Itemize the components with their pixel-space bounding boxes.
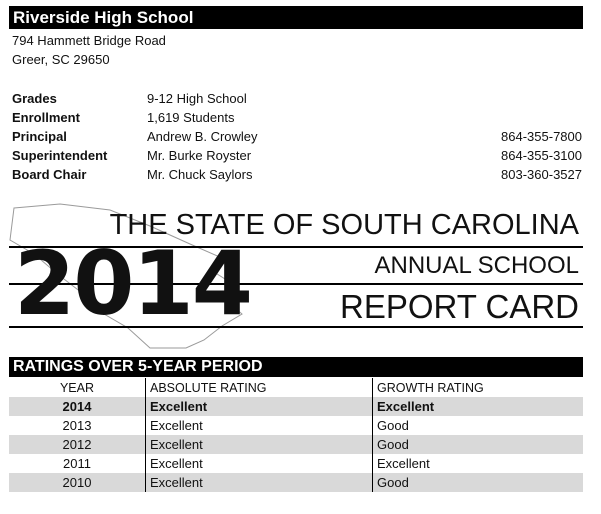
info-value: Mr. Chuck Saylors bbox=[147, 167, 253, 182]
absolute-cell: Excellent bbox=[146, 397, 373, 416]
table-row bbox=[9, 397, 583, 416]
info-label: Board Chair bbox=[12, 167, 87, 182]
annual-school-title: ANNUAL SCHOOL bbox=[374, 252, 579, 279]
absolute-cell: Excellent bbox=[146, 473, 373, 492]
info-row-enrollment bbox=[12, 108, 582, 127]
info-label: Enrollment bbox=[12, 110, 80, 125]
info-phone: 864-355-3100 bbox=[501, 148, 582, 163]
growth-cell: Good bbox=[373, 435, 584, 454]
info-value: Andrew B. Crowley bbox=[147, 129, 258, 144]
info-label: Principal bbox=[12, 129, 67, 144]
table-row bbox=[9, 435, 583, 454]
absolute-cell: Excellent bbox=[146, 435, 373, 454]
table-row bbox=[9, 454, 583, 473]
school-name: Riverside High School bbox=[9, 6, 583, 29]
year-cell: 2012 bbox=[9, 435, 146, 454]
table-row bbox=[9, 416, 583, 435]
address-line-1: 794 Hammett Bridge Road bbox=[12, 33, 166, 48]
absolute-cell: Excellent bbox=[146, 416, 373, 435]
absolute-cell: Excellent bbox=[146, 454, 373, 473]
year-cell: 2010 bbox=[9, 473, 146, 492]
col-year-header: YEAR bbox=[59, 380, 95, 395]
info-row-grades bbox=[12, 89, 582, 108]
info-value: 9-12 High School bbox=[147, 91, 247, 106]
info-value: 1,619 Students bbox=[147, 110, 235, 125]
growth-cell: Excellent bbox=[373, 454, 584, 473]
info-phone: 803-360-3527 bbox=[501, 167, 582, 182]
info-row-board-chair bbox=[12, 165, 582, 184]
growth-cell: Good bbox=[373, 416, 584, 435]
year-cell: 2011 bbox=[63, 456, 91, 471]
report-card-title: REPORT CARD bbox=[340, 288, 579, 325]
state-title: THE STATE OF SOUTH CAROLINA bbox=[109, 209, 579, 241]
address-line-2: Greer, SC 29650 bbox=[12, 52, 110, 67]
report-year: 2014 bbox=[14, 232, 251, 335]
info-label: Grades bbox=[12, 91, 57, 106]
year-cell: 2014 bbox=[9, 397, 146, 416]
info-label: Superintendent bbox=[12, 148, 108, 163]
ratings-header-row bbox=[9, 378, 583, 397]
info-row-principal bbox=[12, 127, 582, 146]
info-value: Mr. Burke Royster bbox=[147, 148, 252, 163]
ratings-title: RATINGS OVER 5-YEAR PERIOD bbox=[9, 357, 583, 377]
year-cell: 2013 bbox=[62, 418, 92, 433]
table-row bbox=[9, 473, 583, 492]
info-phone: 864-355-7800 bbox=[501, 129, 582, 144]
info-row-superintendent bbox=[12, 146, 582, 165]
col-growth-header: GROWTH RATING bbox=[373, 378, 584, 397]
growth-cell: Excellent bbox=[373, 397, 584, 416]
ratings-table bbox=[9, 378, 583, 492]
col-absolute-header: ABSOLUTE RATING bbox=[146, 378, 373, 397]
growth-cell: Good bbox=[373, 473, 584, 492]
